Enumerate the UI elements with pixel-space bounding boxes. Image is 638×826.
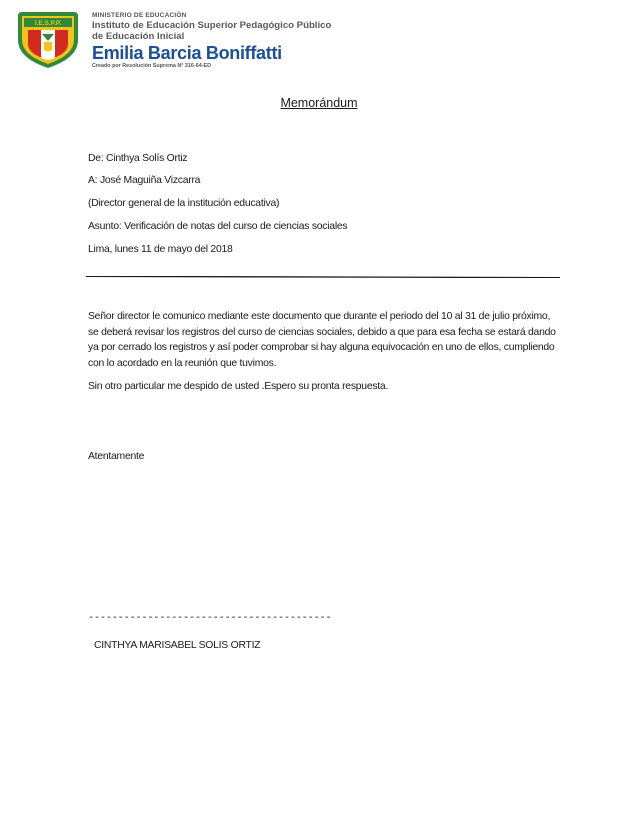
memo-farewell: Atentamente [88, 451, 145, 462]
memo-to-role: (Director general de la institución educativa) [88, 198, 280, 209]
memo-subject: Asunto: Verificación de notas del curso de ciencias sociales [88, 221, 348, 232]
memo-from: De: Cinthya Solís Ortiz [88, 153, 188, 164]
institute-name-line-2: de Educación Inicial [92, 31, 185, 42]
memo-place-date: Lima, lunes 11 de mayo del 2018 [88, 244, 233, 255]
memo-body-paragraph: Señor director le comunico mediante este documento que durante el periodo del 10 al 31 de julio próximo, se deberá revisar los registros del curso de ciencias sociales, debido a que para esa fecha se estará dando ya por cerrado los registros y así poder comprobar si hay alguna equivocación en uno de ellos, cumpliendo con lo acordado en la reunión que tuvimos. [88, 311, 556, 370]
institution-crest-icon [14, 10, 82, 70]
crest-lettering: I.E.S.P.P. [34, 20, 62, 27]
memo-to: A: José Maguiña Vizcarra [88, 175, 201, 186]
institution-brand-name: Emilia Barcia Boniffatti [92, 43, 282, 63]
document-title: Memorándum [280, 96, 358, 110]
memo-closing-paragraph: Sin otro particular me despido de usted .Espero su pronta respuesta. [88, 381, 389, 392]
institution-name-block [92, 12, 342, 70]
resolution-note: Creado por Resolución Suprema N° 316-64-ED [92, 63, 211, 69]
signature-line: ----------------------------------------- [88, 612, 332, 624]
ministry-label: MINISTERIO DE EDUCACIÓN [92, 12, 187, 19]
signature-name: CINTHYA MARISABEL SOLIS ORTIZ [94, 640, 261, 651]
letterhead [14, 10, 334, 72]
separator-line [86, 276, 560, 278]
institute-name-line-1: Instituto de Educación Superior Pedagógico Público [92, 20, 332, 31]
